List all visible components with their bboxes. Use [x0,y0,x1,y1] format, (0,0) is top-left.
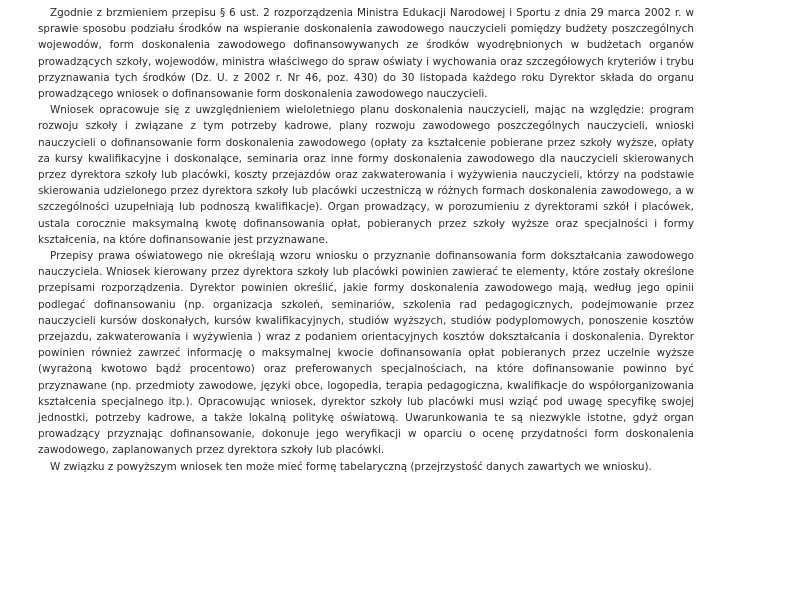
paragraph-tabular-form: W związku z powyższym wniosek ten może mieć formę tabelaryczną (przejrzystość danych zawartych we wniosku). [50,460,652,473]
paragraph-application-preparation: Wniosek opracowuje się z uwzględnieniem wieloletniego planu doskonalenia nauczycieli, mając na względzie: program rozwoju szkoły i związane z tym potrzeby kadrowe, plany rozwoju zawodowego poszczególnych nauczycieli, wnioski nauczycieli o dofinansowanie form doskonalenia zawodowego (opłaty za kształcenie pobierane przez szkoły wyższe, opłaty za kursy kwalifikacyjne i doskonalące, seminaria oraz inne formy doskonalenia zawodowego dla nauczycieli skierowanych przez dyrektora szkoły lub placówki, koszty przejazdów oraz zakwaterowania i wyżywienia nauczycieli, którzy na podstawie skierowania udzielonego przez dyrektora szkoły lub placówki uczestniczą w różnych formach doskonalenia zawodowego, a w szczególności uzupełniają lub podnoszą kwalifikacje). Organ prowadzący, w porozumieniu z dyrektorami szkół i placówek, ustala corocznie maksymalną kwotę dofinansowania opłat, pobieranych przez szkoły wyższe oraz specjalności i formy kształcenia, na które dofinansowanie jest przyznawane. [38,104,694,246]
paragraph-legal-basis: Zgodnie z brzmieniem przepisu § 6 ust. 2 rozporządzenia Ministra Edukacji Narodowej i Sportu z dnia 29 marca 2002 r. w sprawie sposobu podziału środków na wspieranie doskonalenia zawodowego nauczycieli pomiędzy budżety poszczególnych wojewodów, form doskonalenia zawodowego dofinansowywanych ze środków wyodrębnionych w budżetach organów prowadzących szkoły, wojewodów, ministra właściwego do spraw oświaty i wychowania oraz szczegółowych kryteriów i trybu przyznawania tych środków (Dz. U. z 2002 r. Nr 46, poz. 430) do 30 listopada każdego roku Dyrektor składa do organu prowadzącego wniosek o dofinansowanie form doskonalenia zawodowego nauczycieli. [38,7,694,101]
paragraph-application-contents: Przepisy prawa oświatowego nie określają wzoru wniosku o przyznanie dofinansowania form dokształcania zawodowego nauczyciela. Wniosek kierowany przez dyrektora szkoły lub placówki powinien zawierać te elementy, które zostały określone przepisami rozporządzenia. Dyrektor powinien określić, jakie formy doskonalenia zawodowego mają, według jego opinii podlegać dofinansowaniu (np. organizacja szkoleń, seminariów, szkolenia rad pedagogicznych, podejmowanie przez nauczycieli kursów doskonałych, kursów kwalifikacyjnych, studiów wyższych, studiów podyplomowych, ponoszenie kosztów przejazdu, zakwaterowania i wyżywienia ) wraz z podaniem orientacyjnych kosztów dokształcania i doskonalenia. Dyrektor powinien również zawrzeć informację o maksymalnej kwocie dofinansowania opłat pobieranych przez uczelnie wyższe (wyrażoną kwotowo bądź procentowo) oraz preferowanych specjalnościach, na które dofinansowanie powinno być przyznawane (np. przedmioty zawodowe, języki obce, logopedia, terapia pedagogiczna, kwalifikacje do współorganizowania kształcenia specjalnego itp.). Opracowując wniosek, dyrektor szkoły lub placówki musi wziąć pod uwagę specyfikę swojej jednostki, potrzeby kadrowe, a także lokalną politykę oświatową. Uwarunkowania te są niezwykle istotne, gdyż organ prowadzący przyznając dofinansowanie, dokonuje jego weryfikacji w oparciu o ocenę przydatności form doskonalenia zawodowego, zaplanowanych przez dyrektora szkoły lub placówki. [38,250,694,457]
document-body [38,5,694,475]
